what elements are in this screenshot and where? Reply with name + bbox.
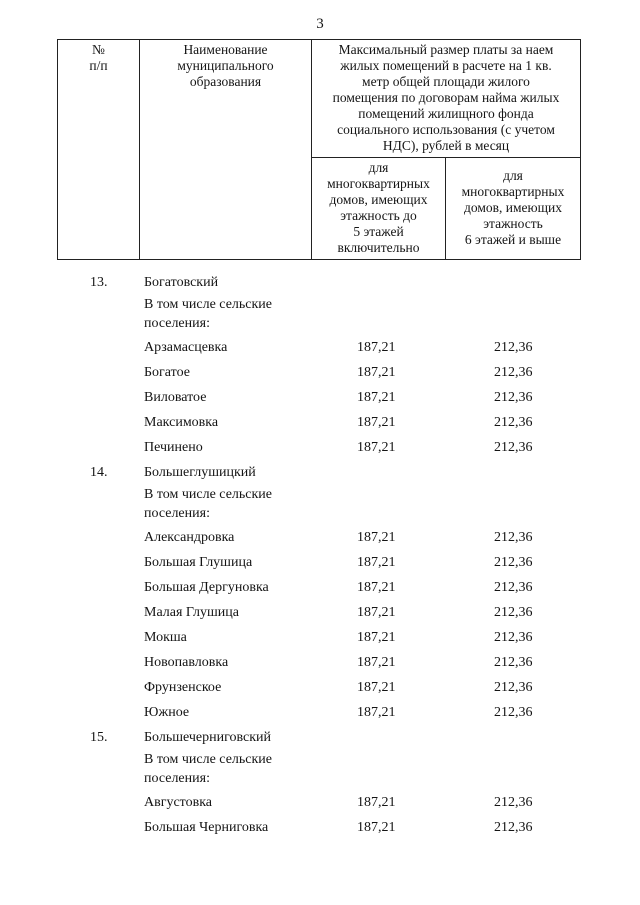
note-text: В том числе сельские поселения: (144, 752, 273, 786)
table-row (0, 410, 640, 435)
fee-up-to-5-floors: 187,21 (357, 555, 396, 570)
table-row (0, 650, 640, 675)
fee-up-to-5-floors: 187,21 (357, 340, 396, 355)
fee-6-floors-and-above: 212,36 (494, 555, 533, 570)
fee-up-to-5-floors: 187,21 (357, 440, 396, 455)
header-text: п/п (89, 58, 108, 73)
table-row (0, 360, 640, 385)
header-subcolumn-6-floors-and-above (446, 158, 581, 260)
region-row (0, 270, 640, 295)
fee-6-floors-and-above: 212,36 (494, 655, 533, 670)
table-row (0, 700, 640, 725)
table-row (0, 335, 640, 360)
fee-up-to-5-floors: 187,21 (357, 705, 396, 720)
header-text: многоквартирных (461, 184, 565, 199)
settlement-name: Малая Глушица (144, 605, 239, 620)
header-subcolumn-up-to-5-floors (312, 158, 446, 260)
settlement-name: Южное (144, 705, 190, 720)
header-text: муниципального (177, 58, 274, 73)
fee-6-floors-and-above: 212,36 (494, 530, 533, 545)
header-number-column (58, 40, 140, 260)
table-row (0, 675, 640, 700)
region-name: Большечерниговский (144, 730, 272, 745)
header-text: многоквартирных (327, 176, 430, 191)
region-name: Большеглушицкий (144, 465, 256, 480)
settlements-note (0, 485, 640, 525)
fee-6-floors-and-above: 212,36 (494, 415, 533, 430)
settlement-name: Августовка (144, 795, 213, 810)
settlement-name: Фрунзенское (144, 680, 222, 695)
header-text: включительно (337, 240, 420, 255)
header-text: НДС), рублей в месяц (382, 138, 510, 153)
region-name: Богатовский (144, 275, 219, 290)
header-text: метр общей площади жилого (362, 74, 530, 89)
fee-6-floors-and-above: 212,36 (494, 390, 533, 405)
region-row (0, 460, 640, 485)
table-row (0, 600, 640, 625)
fee-up-to-5-floors: 187,21 (357, 680, 396, 695)
fee-6-floors-and-above: 212,36 (494, 365, 533, 380)
header-text: этажность до (340, 208, 417, 223)
header-text: домов, имеющих (329, 192, 428, 207)
page-number: 3 (316, 16, 324, 32)
fee-6-floors-and-above: 212,36 (494, 580, 533, 595)
region-row (0, 725, 640, 750)
settlement-name: Максимовка (144, 415, 219, 430)
table-row (0, 525, 640, 550)
header-max-fee-column (312, 40, 581, 158)
fee-up-to-5-floors: 187,21 (357, 530, 396, 545)
settlements-note (0, 750, 640, 790)
table-header (57, 39, 581, 260)
fee-up-to-5-floors: 187,21 (357, 630, 396, 645)
header-text: Наименование (183, 42, 268, 57)
fee-up-to-5-floors: 187,21 (357, 580, 396, 595)
header-name-column (140, 40, 312, 260)
fee-6-floors-and-above: 212,36 (494, 680, 533, 695)
header-text: образования (189, 74, 262, 89)
settlements-note (0, 295, 640, 335)
settlement-name: Александровка (144, 530, 235, 545)
table-row (0, 815, 640, 840)
header-text: 6 этажей и выше (464, 232, 562, 247)
fee-up-to-5-floors: 187,21 (357, 795, 396, 810)
note-text: В том числе сельские поселения: (144, 297, 273, 331)
header-text: помещений жилищного фонда (358, 106, 534, 121)
fee-up-to-5-floors: 187,21 (357, 820, 396, 835)
fee-6-floors-and-above: 212,36 (494, 340, 533, 355)
fee-6-floors-and-above: 212,36 (494, 440, 533, 455)
header-text: помещения по договорам найма жилых (332, 90, 560, 105)
fee-up-to-5-floors: 187,21 (357, 365, 396, 380)
fee-6-floors-and-above: 212,36 (494, 795, 533, 810)
settlement-name: Новопавловка (144, 655, 229, 670)
fee-up-to-5-floors: 187,21 (357, 390, 396, 405)
table-row (0, 625, 640, 650)
table-row (0, 550, 640, 575)
settlement-name: Виловатое (144, 390, 207, 405)
fee-6-floors-and-above: 212,36 (494, 630, 533, 645)
header-text: 5 этажей (353, 224, 404, 239)
table-row (0, 575, 640, 600)
settlement-name: Большая Глушица (144, 555, 253, 570)
table-row (0, 435, 640, 460)
header-text: домов, имеющих (464, 200, 562, 215)
header-text: для (503, 168, 523, 183)
row-number: 14. (90, 465, 108, 480)
header-text: социального использования (с учетом (337, 122, 555, 137)
fee-up-to-5-floors: 187,21 (357, 605, 396, 620)
header-text: Максимальный размер платы за наем (338, 42, 554, 57)
fee-up-to-5-floors: 187,21 (357, 415, 396, 430)
header-text: жилых помещений в расчете на 1 кв. (340, 58, 552, 73)
row-number: 15. (90, 730, 108, 745)
table-body (0, 270, 640, 840)
settlement-name: Большая Дергуновка (144, 580, 269, 595)
table-row (0, 790, 640, 815)
row-number: 13. (90, 275, 108, 290)
note-text: В том числе сельские поселения: (144, 487, 273, 521)
settlement-name: Богатое (144, 365, 190, 380)
table-row (0, 385, 640, 410)
settlement-name: Печинено (144, 440, 203, 455)
settlement-name: Мокша (144, 630, 187, 645)
header-text: этажность (483, 216, 543, 231)
fee-6-floors-and-above: 212,36 (494, 605, 533, 620)
fee-up-to-5-floors: 187,21 (357, 655, 396, 670)
settlement-name: Арзамасцевка (144, 340, 228, 355)
fee-6-floors-and-above: 212,36 (494, 705, 533, 720)
header-text: для (368, 160, 389, 175)
settlement-name: Большая Черниговка (144, 820, 269, 835)
fee-6-floors-and-above: 212,36 (494, 820, 533, 835)
header-text: № (92, 42, 105, 57)
